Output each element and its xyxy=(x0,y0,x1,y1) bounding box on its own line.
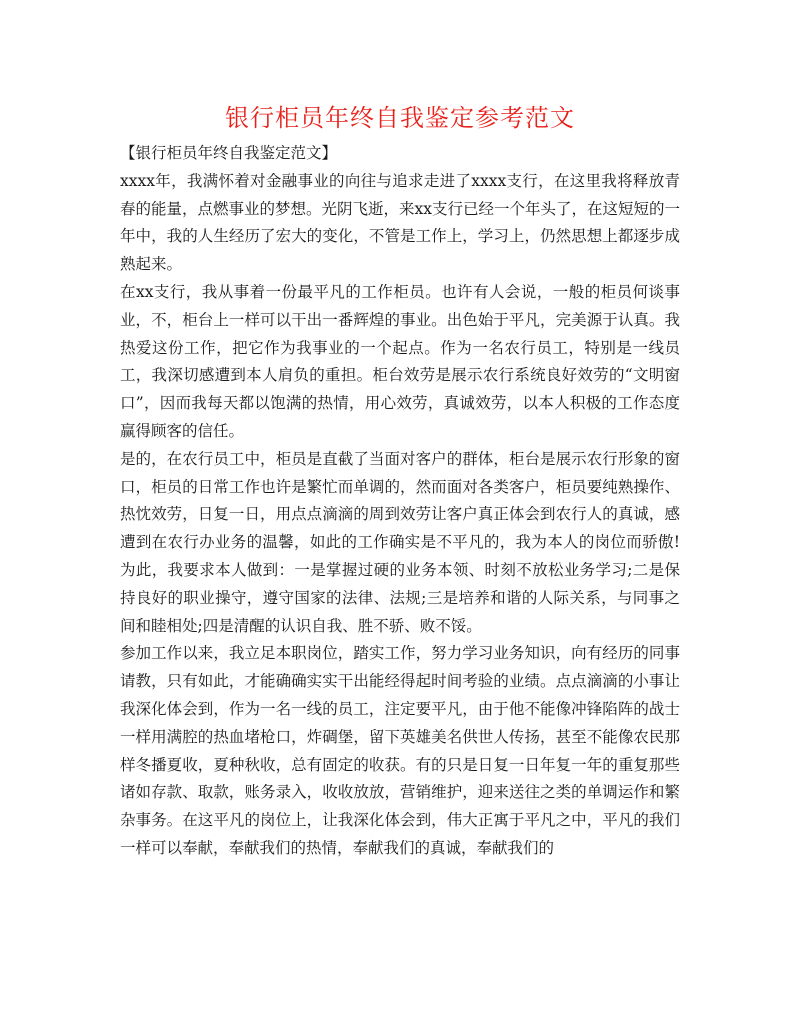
document-title: 银行柜员年终自我鉴定参考范文 xyxy=(225,104,575,132)
paragraph: 是的，在农行员工中，柜员是直截了当面对客户的群体，柜台是展示农行形象的窗口，柜员的日常工作也许是繁忙而单调的，然而面对各类客户，柜员要纯熟操作、热忱效劳，日复一日，用点点滴滴的周到效劳让客户真正体会到农行人的真诚，感遭到在农行办业务的温馨，如此的工作确实是不平凡的，我为本人的岗位而骄傲!为此，我要求本人做到：一是掌握过硬的业务本领、时刻不放松业务学习;二是保持良好的职业操守，遵守国家的法律、法规;三是培养和谐的人际关系，与同事之间和睦相处;四是清醒的认识自我、胜不骄、败不馁。 xyxy=(120,449,680,635)
paragraph: xxxx年，我满怀着对金融事业的向往与追求走进了xxxx支行，在这里我将释放青春的能量，点燃事业的梦想。光阴飞逝，来xx支行已经一个年头了，在这短短的一年中，我的人生经历了宏大的变化，不管是工作上，学习上，仍然思想上都逐步成熟起来。 xyxy=(120,171,680,274)
document-body xyxy=(120,140,680,863)
paragraph: 参加工作以来，我立足本职岗位，踏实工作，努力学习业务知识，向有经历的同事请教，只有如此，才能确确实实干出能经得起时间考验的业绩。点点滴滴的小事让我深化体会到，作为一名一线的员工，注定要平凡，由于他不能像冲锋陷阵的战士一样用满腔的热血堵枪口，炸碉堡，留下英雄美名供世人传扬，甚至不能像农民那样冬播夏收，夏种秋收，总有固定的收获。有的只是日复一日年复一年的重复那些诸如存款、取款，账务录入，收收放放，营销维护，迎来送往之类的单调运作和繁杂事务。在这平凡的岗位上，让我深化体会到，伟大正寓于平凡之中，平凡的我们一样可以奉献，奉献我们的热情，奉献我们的真诚，奉献我们的 xyxy=(120,644,680,857)
paragraph: 在xx支行，我从事着一份最平凡的工作柜员。也许有人会说，一般的柜员何谈事业，不，柜台上一样可以干出一番辉煌的事业。出色始于平凡，完美源于认真。我热爱这份工作，把它作为我事业的一个起点。作为一名农行员工，特别是一线员工，我深切感遭到本人肩负的重担。柜台效劳是展示农行系统良好效劳的“文明窗口”，因而我每天都以饱满的热情，用心效劳，真诚效劳，以本人积极的工作态度赢得顾客的信任。 xyxy=(120,282,680,440)
section-heading: 【银行柜员年终自我鉴定范文】 xyxy=(120,144,338,162)
